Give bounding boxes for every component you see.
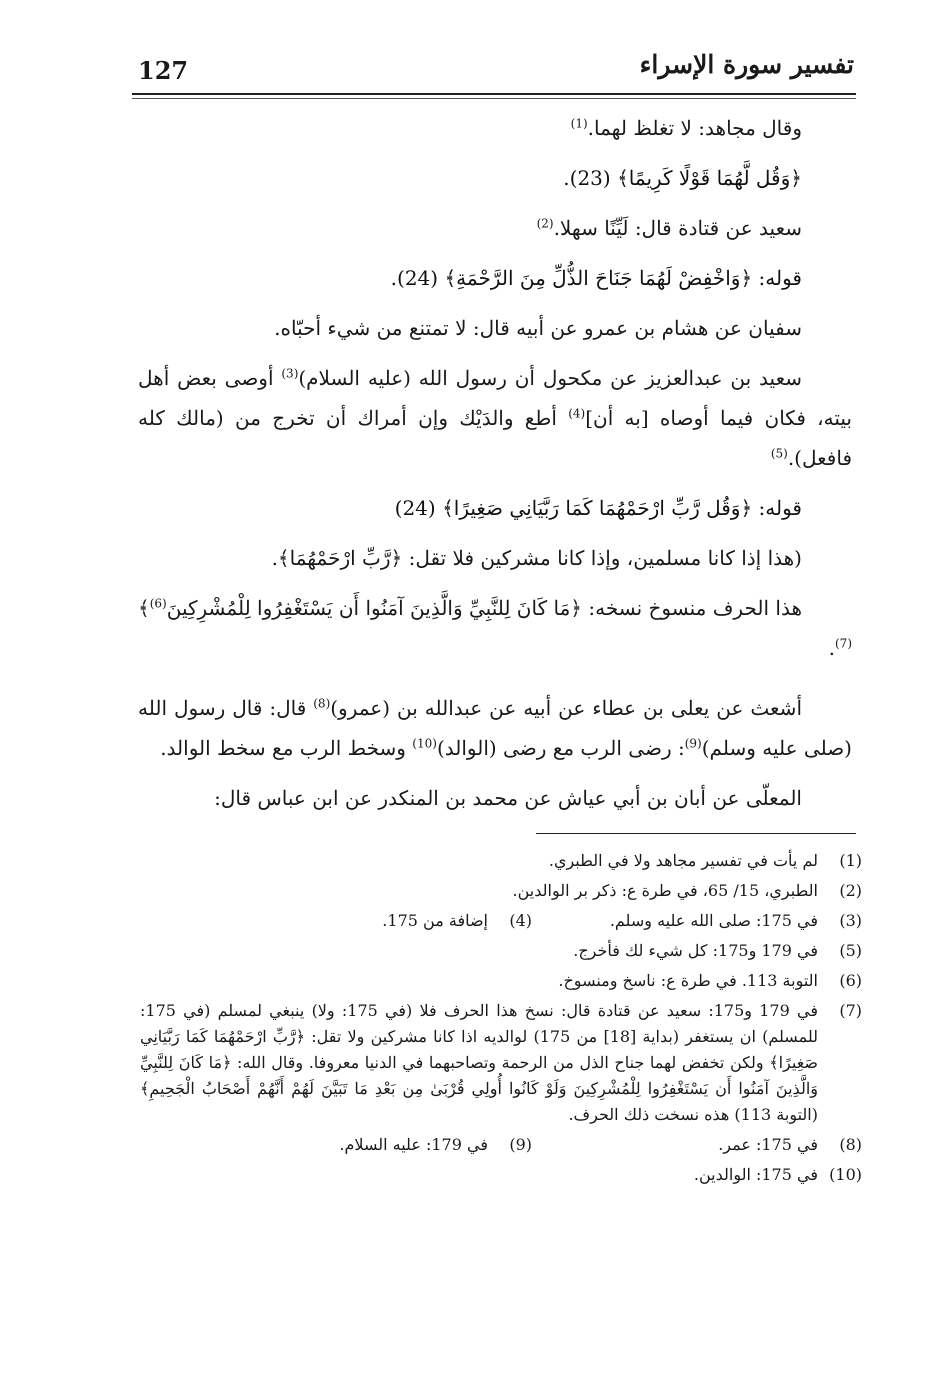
footnote-ref-2: (2) [536, 216, 554, 231]
footnote-number: (4) [509, 911, 532, 930]
header-rule [132, 93, 856, 95]
footnote-7 [140, 998, 862, 1128]
footnote-number: (5) [839, 941, 862, 960]
footnote-text: لم يأت في تفسير مجاهد ولا في الطبري. [548, 851, 818, 870]
footnote-text: في 179: عليه السلام. [339, 1135, 488, 1154]
footnote-row-3-4 [140, 908, 862, 934]
footnote-number: (10) [829, 1165, 862, 1184]
main-text [138, 108, 852, 828]
footnote-number: (9) [509, 1135, 532, 1154]
footnote-number: (1) [839, 851, 862, 870]
footnote-5 [140, 938, 862, 964]
footnote-ref-4: (4) [568, 406, 586, 421]
page-number: 127 [138, 56, 189, 85]
footnote-4 [202, 908, 532, 934]
footnote-text: في 175: صلى الله عليه وسلم. [609, 911, 818, 930]
footnote-3 [532, 908, 862, 934]
footnote-text: الطبري، 15/ 65، في طرة ع: ذكر بر الوالدين. [512, 881, 818, 900]
paragraph-muslim-condition: (هذا إذا كانا مسلمين، وإذا كانا مشركين فلا تقل: ﴿رَّبِّ ارْحَمْهُمَا﴾. [271, 546, 802, 570]
footnote-text: في 175: الوالدين. [693, 1165, 818, 1184]
footnote-text: في 179 و175: كل شيء لك فأخرج. [573, 941, 818, 960]
verse-24-a: قوله: ﴿وَاخْفِضْ لَهُمَا جَنَاحَ الذُّلِّ مِنَ الرَّحْمَةِ﴾ (24). [390, 266, 802, 290]
footnote-8 [532, 1132, 862, 1158]
footnote-number: (6) [839, 971, 862, 990]
footnote-ref-6: (6) [149, 596, 167, 611]
footnote-6 [140, 968, 862, 994]
footnote-ref-7: (7) [834, 636, 852, 651]
footnote-ref-3: (3) [281, 366, 299, 381]
paragraph-sufyan: سفيان عن هشام بن عمرو عن أبيه قال: لا تمتنع من شيء أحبّاه. [274, 316, 802, 340]
footnote-ref-9: (9) [684, 736, 702, 751]
footnote-ref-1: (1) [570, 116, 588, 131]
footnote-text: التوبة 113. في طرة ع: ناسخ ومنسوخ. [558, 971, 818, 990]
footnote-number: (7) [839, 1001, 862, 1020]
paragraph-ashath: أشعث عن يعلى بن عطاء عن أبيه عن عبدالله بن (عمرو)$^{(8)}$ قال: قال رسول الله (صلى عليه وسلم)$^{(9)}$: رضى الرب مع رضى (الوالد)$^{(10)}$ وسخط الرب مع سخط الوالد. [138, 696, 852, 760]
footnote-ref-10: (10) [412, 736, 437, 751]
footnote-1 [140, 848, 862, 874]
verse-24-b: قوله: ﴿وَقُل رَّبِّ ارْحَمْهُمَا كَمَا رَبَّيَانِي صَغِيرًا﴾ (24) [394, 496, 802, 520]
footnote-text: في 179 و175: سعيد عن قتادة قال: نسخ هذا الحرف فلا (في 175: ولا) ينبغي لمسلم (في 175: للمسلم) ان يستغفر (بداية [18] من 175) لوالديه اذا كانا مشركين ولا تقل: ﴿رَّبِّ ارْحَمْهُمَا كَمَا رَبَّيَانِي صَغِيرًا﴾ ولكن تخفض لهما جناح الذل من الرحمة وتصاحبهما في الدنيا معروفا. وقال الله: ﴿مَا كَانَ لِلنَّبِيِّ وَالَّذِينَ آمَنُوا أَن يَسْتَغْفِرُوا لِلْمُشْرِكِينَ وَلَوْ كَانُوا أُولِي قُرْبَىٰ مِن بَعْدِ مَا تَبَيَّنَ لَهُمْ أَنَّهُمْ أَصْحَابُ الْجَحِيمِ﴾ (التوبة 113) هذه نسخت ذلك الحرف. [140, 1001, 819, 1124]
paragraph-makhul: سعيد بن عبدالعزيز عن مكحول أن رسول الله (عليه السلام)$^{(3)}$ أوصى بعض أهل بيته، فكان فيما أوصاه [به أن]$^{(4)}$ أطع والدَيْك وإن أمراك أن تخرج من (مالك كله فافعل).$^{(5)}$ [138, 366, 852, 470]
page-header [132, 44, 854, 92]
header-rule-thin [132, 98, 856, 99]
footnote-text: في 175: عمر. [718, 1135, 818, 1154]
footnote-10 [140, 1162, 862, 1188]
running-title: تفسير سورة الإسراء [639, 50, 854, 79]
paragraph-abrogation: هذا الحرف منسوخ نسخه: ﴿مَا كَانَ لِلنَّبِيِّ وَالَّذِينَ آمَنُوا أَن يَسْتَغْفِرُوا لِلْمُشْرِكِينَ$^{(6)}$﴾$^{(7)}$. [138, 596, 852, 660]
paragraph-mujahid: وقال مجاهد: لا تغلظ لهما.$^{(1)}$ [570, 116, 802, 140]
footnote-number: (2) [839, 881, 862, 900]
footnote-ref-8: (8) [313, 696, 331, 711]
footnote-separator [536, 833, 856, 834]
footnote-number: (8) [839, 1135, 862, 1154]
footnote-ref-5: (5) [770, 446, 788, 461]
footnote-number: (3) [839, 911, 862, 930]
verse-23: ﴿وَقُل لَّهُمَا قَوْلًا كَرِيمًا﴾ (23). [563, 166, 802, 190]
footnote-text: إضافة من 175. [382, 911, 488, 930]
paragraph-qatada: سعيد عن قتادة قال: لَيِّنًا سهلا.$^{(2)}$ [536, 216, 802, 240]
footnote-row-8-9 [140, 1132, 862, 1158]
footnote-2 [140, 878, 862, 904]
footnotes [140, 848, 862, 1192]
paragraph-muala: المعلّى عن أبان بن أبي عياش عن محمد بن المنكدر عن ابن عباس قال: [214, 786, 802, 810]
footnote-9 [202, 1132, 532, 1158]
